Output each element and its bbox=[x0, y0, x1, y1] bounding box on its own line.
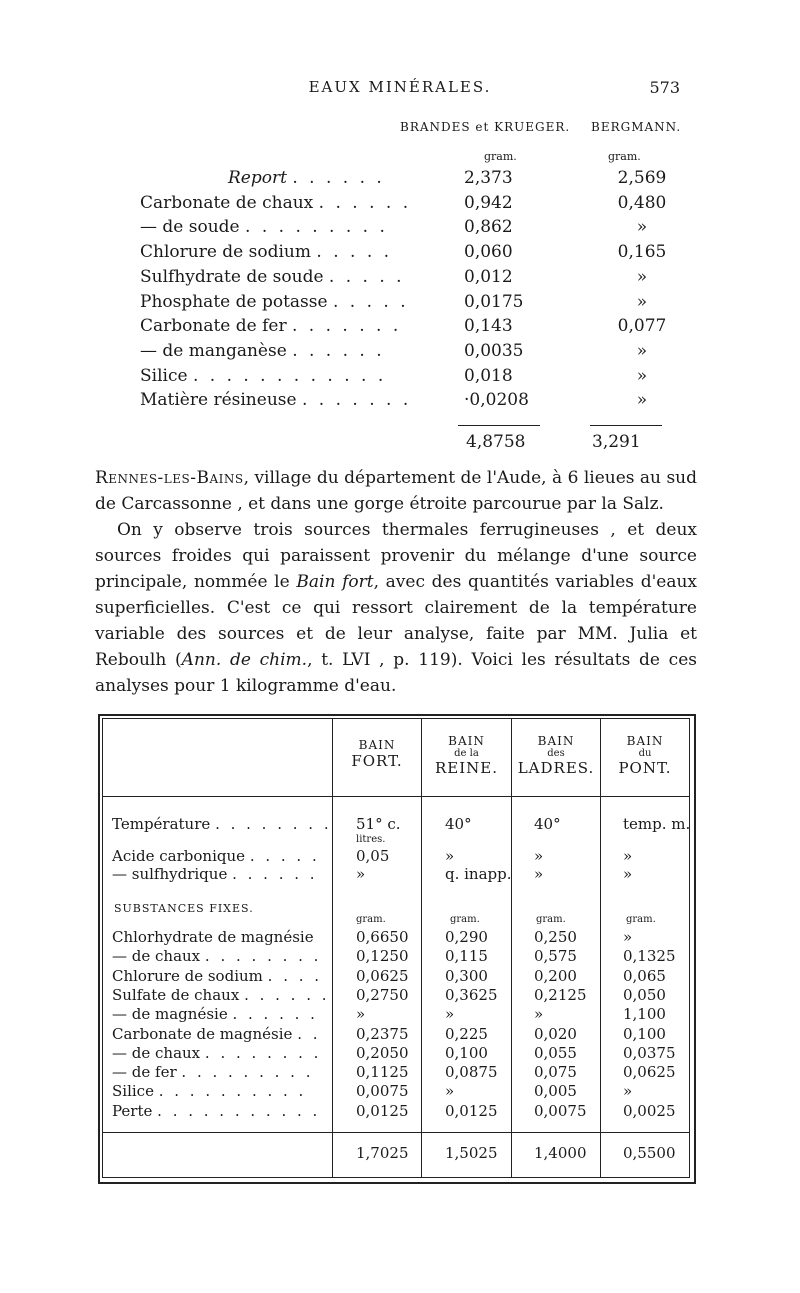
table2-row-label-text: — de chaux bbox=[112, 1043, 201, 1062]
unit-col3: gram. bbox=[536, 914, 566, 925]
table2-cell: 0,100 bbox=[445, 1043, 488, 1062]
leader-dots: . . . . . . bbox=[244, 985, 330, 1004]
table2-cell: » bbox=[534, 1005, 544, 1024]
table1-sum-rule-1 bbox=[458, 425, 540, 426]
table2-row-label-text: Acide carbonique bbox=[112, 847, 246, 865]
col-header-pont-top: BAIN bbox=[626, 734, 664, 748]
table2-cell: 51° c. bbox=[356, 815, 401, 833]
table2-cell: 1,100 bbox=[623, 1005, 666, 1024]
leader-dots: . . . . . . . . . . . bbox=[157, 1101, 321, 1120]
col-header-pont-mid: du bbox=[638, 748, 652, 759]
leader-dots: . . . . . . . . . bbox=[181, 1063, 314, 1082]
table1-row-label-text: Silice bbox=[140, 365, 188, 386]
col-header-reine-top: BAIN bbox=[448, 734, 485, 748]
leader-dots: . . . . . . . . bbox=[215, 815, 332, 833]
table2-cell: 0,0875 bbox=[445, 1063, 498, 1082]
table1-value-brandes: 0,012 bbox=[464, 266, 513, 287]
col-header-ladres bbox=[512, 734, 600, 777]
leader-dots: . . . . . bbox=[249, 847, 320, 865]
table2-header-rule bbox=[103, 796, 689, 797]
analysis-table bbox=[98, 714, 696, 1184]
table1-row-label-text: — de manganèse bbox=[140, 340, 287, 361]
table2-cell: 0,575 bbox=[534, 947, 577, 966]
table1-row bbox=[140, 390, 780, 415]
table1-row bbox=[140, 292, 780, 317]
col-header-ladres-top: BAIN bbox=[537, 734, 575, 748]
table2-cell: » bbox=[623, 1082, 633, 1101]
unit-col4: gram. bbox=[626, 914, 656, 925]
table2-cell: 0,05 bbox=[356, 847, 390, 865]
leader-dots: . . . . bbox=[267, 966, 323, 985]
table2-row-label-text: Température bbox=[112, 815, 211, 833]
table2-cell: 0,2750 bbox=[356, 985, 409, 1004]
table2-cell: 0,0075 bbox=[356, 1082, 409, 1101]
leader-dots: . . . . . . bbox=[232, 865, 318, 883]
table1-unit-col2: gram. bbox=[608, 150, 641, 163]
table1-row-label-text: — de soude bbox=[140, 217, 240, 238]
table1-value-brandes: 2,373 bbox=[464, 168, 513, 188]
col-header-reine-name: REINE. bbox=[434, 759, 498, 777]
table2-cell: temp. m. bbox=[623, 815, 691, 833]
table1-value-bergmann: 2,569 bbox=[617, 168, 667, 188]
table2-cell: 0,050 bbox=[623, 985, 666, 1004]
citation-italic: Ann. de chim. bbox=[181, 650, 308, 670]
table2-cell: 0,0075 bbox=[534, 1101, 587, 1120]
table2-cell: 0,055 bbox=[534, 1043, 577, 1062]
table1-value-bergmann: » bbox=[636, 266, 648, 287]
table2-cell: 0,1125 bbox=[356, 1063, 409, 1082]
col-header-pont bbox=[601, 734, 689, 777]
col-header-ladres-mid: des bbox=[547, 748, 565, 759]
col-header-fort-name: FORT. bbox=[351, 752, 403, 770]
table2-cell: 40° bbox=[534, 815, 561, 833]
total-fort: 1,7025 bbox=[356, 1144, 409, 1162]
table1-value-brandes: 0,018 bbox=[464, 365, 513, 386]
table2-cell: 0,0625 bbox=[623, 1063, 676, 1082]
table2-row-label-text: Chlorhydrate de magnésie bbox=[112, 928, 314, 946]
total-pont: 0,5500 bbox=[623, 1144, 676, 1162]
table2-cell: 0,290 bbox=[445, 928, 488, 946]
leader-dots: . . . . . . . bbox=[301, 390, 412, 411]
table2-cell: 0,065 bbox=[623, 966, 666, 985]
table2-cell: q. inapp. bbox=[445, 865, 512, 883]
paragraph-2-text-c: , t. LVI , p. 119). Voici les résultats de ces analyses pour 1 kilogramme d'eau. bbox=[95, 650, 697, 696]
table2-divider-4 bbox=[600, 719, 601, 1177]
table1-row-label bbox=[140, 366, 400, 386]
table1-value-bergmann: » bbox=[636, 340, 648, 361]
col-header-fort bbox=[333, 738, 421, 770]
table1-row-label bbox=[140, 217, 400, 237]
place-name: Rennes-les-Bains bbox=[95, 468, 244, 488]
paragraph-2-text-b: , avec des quantités variables d'eaux superficielles. C'est ce qui ressort clairement de la température variable des sources et de leur analyse, faite par MM. Julia et Reboulh ( bbox=[95, 572, 698, 670]
leader-dots: . . . . . . bbox=[318, 192, 412, 213]
table2-cell: 0,3625 bbox=[445, 985, 498, 1004]
unit-col1: gram. bbox=[356, 914, 386, 925]
table1-row-label-text: Carbonate de chaux bbox=[140, 192, 314, 213]
leader-dots: . . . . . bbox=[328, 266, 405, 287]
leader-dots: . . . . . bbox=[332, 291, 409, 312]
table1-value-bergmann: 0,165 bbox=[617, 242, 667, 263]
table2-divider-3 bbox=[511, 719, 512, 1177]
table2-row-label-text: — de magnésie bbox=[112, 1005, 228, 1024]
leader-dots: . . . . . . . bbox=[292, 316, 402, 337]
table2-row-label bbox=[112, 1044, 321, 1062]
table1-value-bergmann: » bbox=[636, 291, 648, 312]
table2-row-label bbox=[112, 967, 322, 985]
table2-cell: » bbox=[445, 1005, 455, 1024]
table2-cell: 0,1325 bbox=[623, 947, 676, 966]
table1-unit-col1: gram. bbox=[484, 150, 517, 163]
page-number: 573 bbox=[649, 78, 680, 97]
table2-cell: 0,225 bbox=[445, 1024, 488, 1043]
table2-row-label bbox=[112, 1082, 306, 1100]
table1-total-2: 3,291 bbox=[592, 432, 641, 452]
leader-dots: . . . . . . . . . . bbox=[158, 1082, 307, 1101]
litres-note: litres. bbox=[356, 834, 386, 845]
table2-cell: 0,2050 bbox=[356, 1043, 409, 1062]
table1-row-label-text: Phosphate de potasse bbox=[140, 291, 328, 312]
leader-dots: . . . . . . bbox=[292, 168, 385, 188]
table2-cell: 0,075 bbox=[534, 1063, 577, 1082]
table2-cell: 0,0125 bbox=[356, 1101, 409, 1120]
table1-row-label bbox=[140, 341, 400, 361]
table2-row-label-text: — de chaux bbox=[112, 947, 201, 966]
table2-cell: 0,1250 bbox=[356, 947, 409, 966]
table2-cell: 0,0125 bbox=[445, 1101, 498, 1120]
table1-value-bergmann: 0,077 bbox=[617, 316, 667, 337]
table2-cell: 0,0375 bbox=[623, 1043, 676, 1062]
table2-row-label bbox=[112, 1063, 313, 1081]
table2-cell: 0,005 bbox=[534, 1082, 577, 1101]
table2-cell: » bbox=[445, 847, 455, 865]
table1-row-label-text: Sulfhydrate de soude bbox=[140, 266, 324, 287]
paragraph-2-text-a: On y observe trois sources thermales ferrugineuses , et deux sources froides qui paraissent provenir du mélange d'une source principale, nommée le bbox=[95, 520, 697, 592]
leader-dots: . . . . . bbox=[316, 242, 393, 263]
paragraph-2 bbox=[95, 517, 697, 699]
table1-row-label bbox=[140, 192, 412, 213]
table2-row-label-text: Chlorure de sodium bbox=[112, 966, 263, 985]
table1-value-brandes: 0,060 bbox=[464, 242, 513, 263]
table1-value-bergmann: » bbox=[636, 390, 648, 411]
paragraph-1 bbox=[95, 465, 697, 517]
table1-row-label-text: Carbonate de fer bbox=[140, 316, 287, 337]
bain-fort-italic: Bain fort bbox=[296, 572, 374, 592]
table2-cell: 0,020 bbox=[534, 1024, 577, 1043]
table2-cell: » bbox=[356, 865, 366, 883]
leader-dots: . . . . . . . . . . . . bbox=[192, 365, 387, 386]
table1-col1-header: BRANDES et KRUEGER. bbox=[400, 120, 571, 134]
table2-row-label bbox=[112, 865, 318, 883]
table2-cell: 0,2125 bbox=[534, 985, 587, 1004]
table1-sum-rule-2 bbox=[590, 425, 662, 426]
leader-dots: . . . . . . bbox=[232, 1005, 318, 1024]
table2-cell: » bbox=[534, 847, 544, 865]
leader-dots: . . . . . . . . . bbox=[245, 217, 388, 238]
table1-value-brandes: 0,0175 bbox=[464, 291, 524, 312]
table2-cell: » bbox=[356, 1005, 366, 1024]
table1-value-bergmann: 0,480 bbox=[617, 192, 667, 213]
table1-row bbox=[140, 267, 780, 292]
table2-row-label bbox=[112, 847, 320, 865]
table2-cell: » bbox=[623, 865, 633, 883]
table1-row bbox=[140, 193, 780, 218]
unit-col2: gram. bbox=[450, 914, 480, 925]
table2-cell: 0,100 bbox=[623, 1024, 666, 1043]
table1-value-brandes: 0,862 bbox=[464, 217, 513, 238]
table2-cell: » bbox=[445, 1082, 455, 1101]
table2-row-label bbox=[112, 1025, 321, 1043]
table2-cell: » bbox=[534, 865, 544, 883]
table2-row-label bbox=[112, 986, 330, 1004]
table1-row-label bbox=[140, 242, 400, 262]
table1-row bbox=[140, 217, 780, 242]
table1-row bbox=[140, 168, 780, 193]
total-ladres: 1,4000 bbox=[534, 1144, 587, 1162]
table2-row-label-text: — sulfhydrique bbox=[112, 865, 228, 883]
table2-row-label bbox=[112, 815, 332, 833]
table1-row-label-text: Matière résineuse bbox=[140, 390, 297, 411]
col-header-reine-mid: de la bbox=[454, 748, 479, 759]
table2-cell: 0,200 bbox=[534, 966, 577, 985]
table2-cell: 40° bbox=[445, 815, 472, 833]
table2-row-label-text: Perte bbox=[112, 1101, 153, 1120]
total-reine: 1,5025 bbox=[445, 1144, 498, 1162]
col-header-fort-top: BAIN bbox=[358, 738, 396, 752]
table1-total-1: 4,8758 bbox=[466, 432, 526, 452]
table1-row-label-text: Chlorure de sodium bbox=[140, 242, 311, 263]
table2-divider-2 bbox=[421, 719, 422, 1177]
leader-dots: . . . . . . . . bbox=[204, 1043, 322, 1062]
table1-row-label bbox=[140, 168, 488, 188]
table2-cell: 0,0025 bbox=[623, 1101, 676, 1120]
table1-row-label bbox=[140, 316, 400, 336]
table2-total-rule bbox=[103, 1132, 689, 1133]
leader-dots: . . bbox=[297, 1024, 321, 1043]
paragraph-1-text: , village du département de l'Aude, à 6 lieues au sud de Carcassonne , et dans une gorge étroite parcourue par la Salz. bbox=[95, 468, 697, 514]
table1-value-brandes: 0,942 bbox=[464, 192, 513, 213]
col-header-ladres-name: LADRES. bbox=[517, 759, 595, 777]
table2-cell: 0,2375 bbox=[356, 1024, 409, 1043]
col-header-reine bbox=[422, 734, 511, 777]
table2-row-label bbox=[112, 947, 321, 965]
table2-cell: 0,250 bbox=[534, 928, 577, 946]
table1-row-label bbox=[140, 291, 409, 312]
table2-cell: 0,6650 bbox=[356, 928, 409, 946]
table1-row-label bbox=[140, 266, 405, 287]
table2-row-label bbox=[112, 1005, 318, 1023]
table1-row bbox=[140, 316, 780, 341]
table1-value-brandes: 0,0035 bbox=[464, 340, 524, 361]
table2-cell: 0,0625 bbox=[356, 966, 409, 985]
table2-cell: 0,115 bbox=[445, 947, 488, 966]
table2-row-label-text: Silice bbox=[112, 1082, 154, 1101]
col-header-pont-name: PONT. bbox=[618, 759, 672, 777]
table1-value-bergmann: » bbox=[636, 365, 648, 386]
body-text bbox=[95, 465, 697, 699]
table1-col2-header: BERGMANN. bbox=[591, 120, 682, 134]
table2-row-label-text: Sulfate de chaux bbox=[112, 985, 240, 1004]
table1-value-bergmann: » bbox=[636, 217, 648, 238]
table1-row bbox=[140, 242, 780, 267]
table2-divider-1 bbox=[332, 719, 333, 1177]
table1-value-brandes: ·0,0208 bbox=[464, 390, 529, 411]
table1-value-brandes: 0,143 bbox=[464, 316, 513, 337]
table1-row-label bbox=[140, 390, 412, 411]
table2-row-label bbox=[112, 1102, 320, 1120]
leader-dots: . . . . . . . . bbox=[204, 947, 322, 966]
table2-row-label bbox=[112, 928, 314, 946]
table1-row bbox=[140, 366, 780, 391]
leader-dots: . . . . . . bbox=[292, 340, 385, 361]
table2-row-label-text: Carbonate de magnésie bbox=[112, 1024, 293, 1043]
section-label: SUBSTANCES FIXES. bbox=[114, 902, 254, 915]
table2-cell: 0,300 bbox=[445, 966, 488, 985]
table2-cell: » bbox=[623, 847, 633, 865]
table2-cell: » bbox=[623, 928, 633, 946]
running-header: EAUX MINÉRALES. bbox=[308, 78, 492, 96]
table1-row bbox=[140, 341, 780, 366]
table1-row-label-text: Report bbox=[228, 168, 287, 188]
table2-row-label-text: — de fer bbox=[112, 1063, 177, 1082]
